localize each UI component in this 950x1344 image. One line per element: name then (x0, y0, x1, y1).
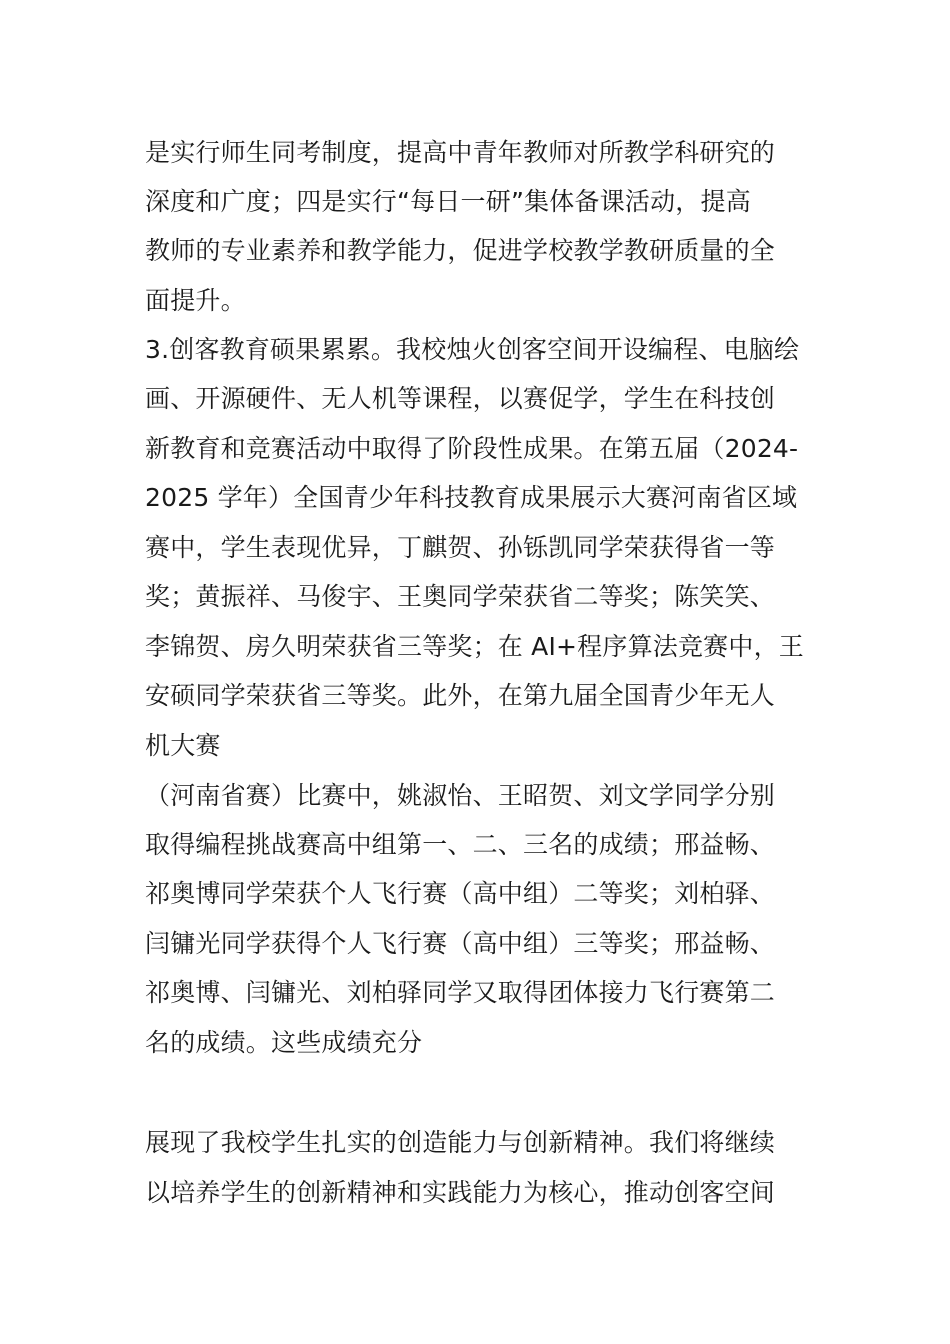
text-line: 新教育和竞赛活动中取得了阶段性成果。在第五届（2024- (145, 434, 799, 463)
text-line: 展现了我校学生扎实的创造能力与创新精神。我们将继续 (145, 1128, 776, 1157)
text-line: 机大赛 (145, 731, 221, 760)
text-line: 2025 学年）全国青少年科技教育成果展示大赛河南省区域 (145, 483, 798, 512)
text-line: 取得编程挑战赛高中组第一、二、三名的成绩；邢益畅、 (145, 830, 776, 859)
text-line: 奖；黄振祥、马俊宇、王奥同学荣获省二等奖；陈笑笑、 (145, 582, 776, 611)
text-line: 祁奥博、闫镛光、刘柏驿同学又取得团体接力飞行赛第二 (145, 978, 776, 1007)
text-line: 李锦贺、房久明荣获省三等奖；在 AI+程序算法竞赛中，王 (145, 632, 804, 661)
text-line: 画、开源硬件、无人机等课程，以赛促学，学生在科技创 (145, 384, 776, 413)
text-line: 深度和广度；四是实行“每日一研”集体备课活动，提高 (145, 187, 751, 216)
text-line: 以培养学生的创新精神和实践能力为核心，推动创客空间 (145, 1178, 776, 1207)
text-line: 面提升。 (145, 286, 246, 315)
text-line: 闫镛光同学获得个人飞行赛（高中组）三等奖；邢益畅、 (145, 929, 776, 958)
text-line: 3.创客教育硕果累累。我校烛火创客空间开设编程、电脑绘 (145, 335, 800, 364)
text-line: 赛中，学生表现优异，丁麒贺、孙铄凯同学荣获得省一等 (145, 533, 776, 562)
text-line: 教师的专业素养和教学能力，促进学校教学教研质量的全 (145, 236, 776, 265)
text-line: 是实行师生同考制度，提高中青年教师对所教学科研究的 (145, 138, 776, 167)
text-line: （河南省赛）比赛中，姚淑怡、王昭贺、刘文学同学分别 (145, 781, 776, 810)
text-line: 名的成绩。这些成绩充分 (145, 1028, 423, 1057)
text-line: 祁奥博同学荣获个人飞行赛（高中组）二等奖；刘柏驿、 (145, 879, 776, 908)
text-line: 安硕同学荣获省三等奖。此外，在第九届全国青少年无人 (145, 681, 776, 710)
